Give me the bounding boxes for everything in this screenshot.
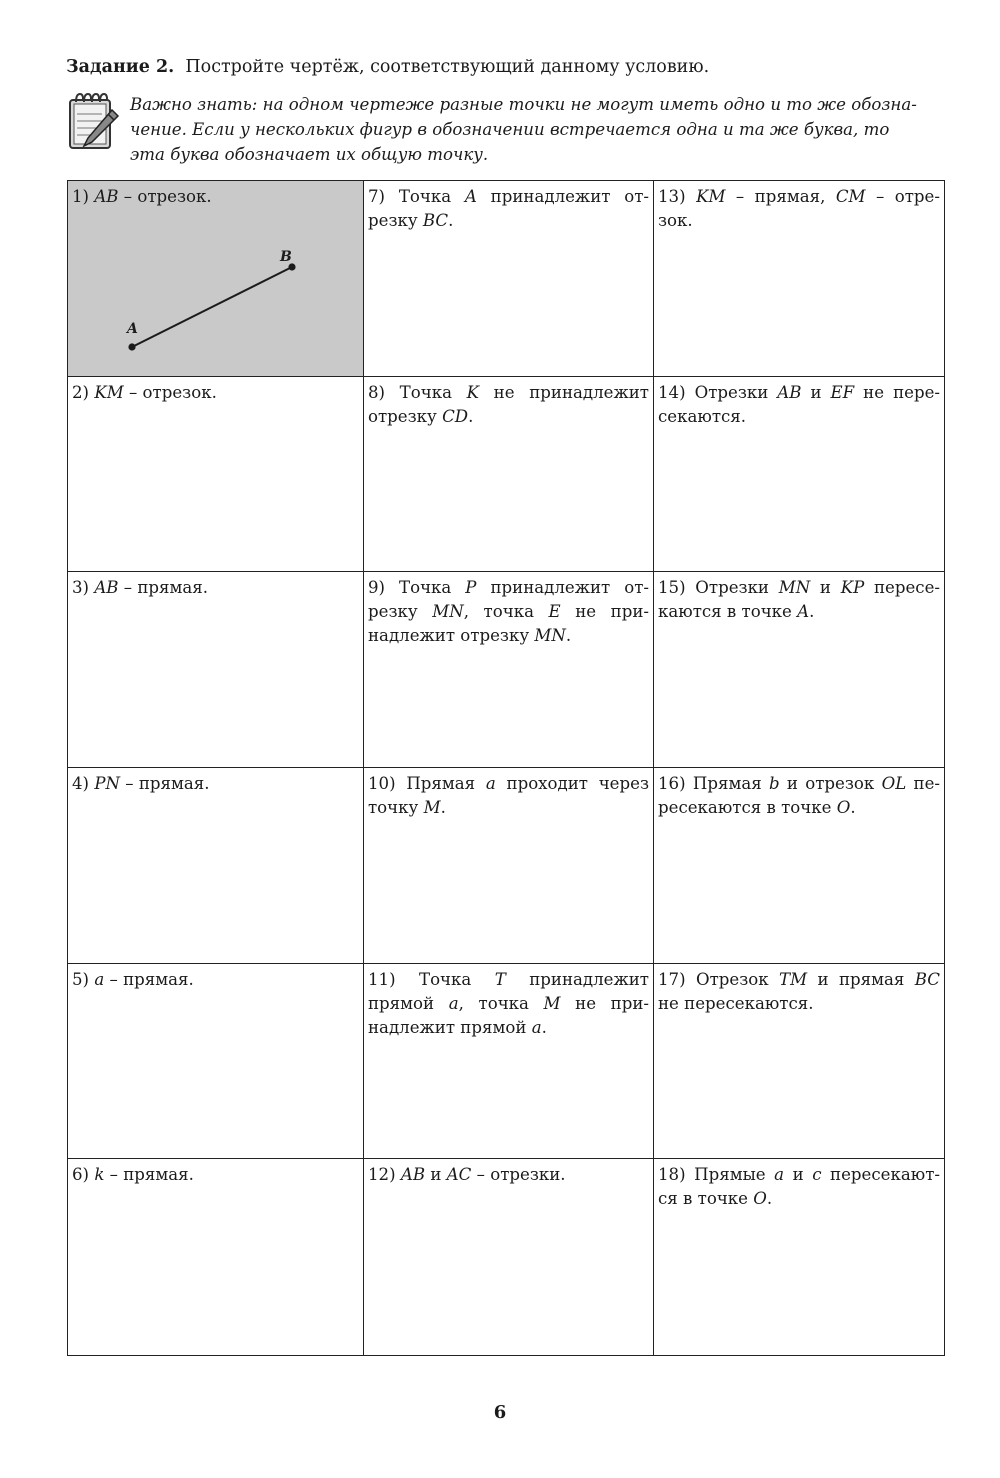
task-text: Постройте чертёж, соответствующий данному условию. xyxy=(185,57,710,77)
task-title xyxy=(66,56,709,78)
cell-2: 2) KM – отрезок. xyxy=(68,377,364,573)
label-point-b: B xyxy=(280,249,292,265)
example-segment-drawing xyxy=(68,181,364,377)
cell-1-example xyxy=(68,181,364,377)
cell-4: 4) PN – прямая. xyxy=(68,768,364,964)
cell-8: 8) Точка K не принадлежит отрезку CD. xyxy=(364,377,654,573)
note-line-2: чение. Если у нескольких фигур в обозначении встречается одна и та же буква, то xyxy=(130,120,890,139)
page-number: 6 xyxy=(493,1402,507,1423)
exercise-grid xyxy=(67,180,945,1356)
cell-18: 18) Прямые a и c пересекают- ся в точке O. xyxy=(658,1165,940,1209)
cell-3: 3) AB – прямая. xyxy=(68,572,364,768)
segment-ab xyxy=(132,267,292,347)
cell-7: 7) Точка A принадлежит от- резку BC. xyxy=(364,181,654,377)
cell-9: 9) Точка P принадлежит от- резку MN, точка E не при- надлежит отрезку MN. xyxy=(364,572,654,768)
label-point-a: A xyxy=(127,321,138,337)
important-note xyxy=(130,92,945,167)
cell-11: 11) Точка T принадлежит прямой a, точка M не при- надлежит прямой a. xyxy=(364,964,654,1160)
cell-15: 15) Отрезки MN и KP пересе- каются в точке A. xyxy=(654,572,944,768)
cell-5: 5) a – прямая. xyxy=(68,964,364,1160)
cell-12: 12) AB и AC – отрезки. xyxy=(364,1159,654,1355)
cell-10: 10) Прямая a проходит через точку M. xyxy=(364,768,654,964)
point-a xyxy=(128,343,135,350)
note-line-1: Важно знать: на одном чертеже разные точки не могут иметь одно и то же обозна- xyxy=(130,95,917,114)
cell-16: 16) Прямая b и отрезок OL пе- ресекаются в точке O. xyxy=(654,768,944,964)
task-label: Задание 2. xyxy=(66,57,175,77)
cell-13: 13) KM – прямая, CM – отре- зок. xyxy=(654,181,944,377)
cell-6: 6) k – прямая. xyxy=(68,1159,364,1355)
notepad-pencil-icon xyxy=(64,90,120,154)
note-line-3: эта буква обозначает их общую точку. xyxy=(130,145,489,164)
cell-1-text: 1) AB – отрезок. xyxy=(72,187,212,206)
cell-14: 14) Отрезки AB и EF не пере- секаются. xyxy=(654,377,944,573)
cell-17: 17) Отрезок TM и прямая BC не пересекаются. xyxy=(654,964,944,1160)
